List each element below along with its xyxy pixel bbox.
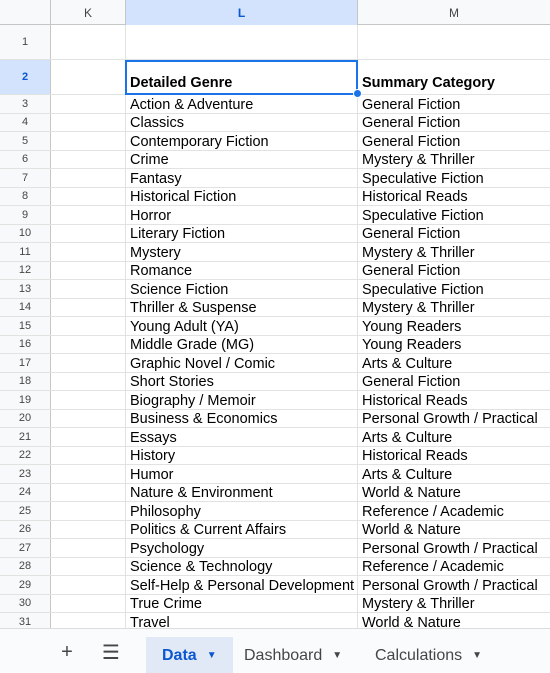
cell-summary-category[interactable]: Young Readers [362,337,462,353]
cell-k[interactable] [51,188,126,206]
cell-summary-category[interactable]: Historical Reads [362,448,468,464]
cell-summary-category[interactable]: Mystery & Thriller [362,152,475,168]
cell-detailed-genre[interactable]: Philosophy [126,502,358,520]
cell-summary-category[interactable]: Mystery & Thriller [362,596,475,612]
row-header[interactable]: 1 [0,25,51,59]
cell-detailed-genre[interactable]: Travel [126,613,358,628]
cell-detailed-genre[interactable]: Romance [126,262,358,280]
row-header[interactable]: 11 [0,243,51,261]
table-row [0,317,550,336]
row-header[interactable]: 24 [0,484,51,502]
cell-summary-category[interactable]: World & Nature [362,614,461,628]
cell-k[interactable] [51,280,126,298]
cell-k[interactable] [51,428,126,446]
table-row [0,132,550,151]
row-header[interactable]: 18 [0,373,51,391]
cell-k[interactable] [51,354,126,372]
cell-summary-category[interactable]: Reference / Academic [362,503,504,520]
table-row [0,502,550,521]
table-row [0,484,550,503]
row-header[interactable]: 5 [0,132,51,150]
cell-k[interactable] [51,151,126,169]
cell-detailed-genre[interactable]: Mystery [126,243,358,261]
row-header[interactable]: 8 [0,188,51,206]
cell-summary-category[interactable]: Mystery & Thriller [362,244,475,261]
table-row [0,243,550,262]
table-row [0,558,550,577]
cell-summary-category[interactable]: Arts & Culture [362,355,453,372]
cell-summary-category[interactable]: General Fiction [362,226,461,242]
cell-k[interactable] [51,484,126,502]
cell-summary-category[interactable]: World & Nature [362,522,461,538]
cell-k[interactable] [51,410,126,428]
cell-detailed-genre[interactable]: Graphic Novel / Comic [126,354,358,372]
row-header[interactable]: 4 [0,114,51,132]
cell-detailed-genre[interactable]: Classics [126,114,358,132]
row-header[interactable]: 21 [0,428,51,446]
cell-summary-category[interactable]: General Fiction [362,263,461,279]
cell-detailed-genre[interactable]: Young Adult (YA) [126,317,358,335]
cell-detailed-genre[interactable]: History [126,447,358,465]
row-header[interactable]: 9 [0,206,51,224]
tab-label: Dashboard [244,646,323,664]
table-row [0,410,550,429]
table-row [0,336,550,355]
row-header[interactable]: 13 [0,280,51,298]
cell-detailed-genre[interactable]: Literary Fiction [126,225,358,243]
row-header[interactable]: 15 [0,317,51,335]
row-header[interactable]: 28 [0,558,51,576]
tab-label: Data [162,646,197,664]
cell-detailed-genre[interactable]: Middle Grade (MG) [126,336,358,354]
cell-summary-category[interactable]: Mystery & Thriller [362,300,475,316]
row-header[interactable]: 27 [0,539,51,557]
cell-k[interactable] [51,225,126,243]
cell-detailed-genre[interactable]: Humor [126,465,358,483]
cell-summary-category[interactable]: General Fiction [362,96,461,113]
cell-summary-category[interactable]: Speculative Fiction [362,170,484,187]
cell-k[interactable] [51,262,126,280]
cell-k[interactable] [51,317,126,335]
cell-detailed-genre[interactable]: Historical Fiction [126,188,358,206]
cell-summary-category[interactable]: Personal Growth / Practical [362,411,538,427]
table-row [0,447,550,466]
tab-data[interactable] [146,637,233,673]
table-row [0,114,550,133]
cell-summary-category[interactable]: World & Nature [362,485,461,501]
cell-k[interactable] [51,169,126,187]
cell-summary-category[interactable]: Young Readers [362,318,462,335]
row-header[interactable]: 7 [0,169,51,187]
cell-k[interactable] [51,60,126,94]
cell-summary-category[interactable]: Personal Growth / Practical [362,577,538,594]
cell-summary-category[interactable]: Reference / Academic [362,559,504,575]
tab-calculations[interactable] [359,637,498,673]
row-header[interactable]: 29 [0,576,51,594]
cell-k[interactable] [51,576,126,594]
cell-detailed-genre[interactable]: Contemporary Fiction [126,132,358,150]
cell-k[interactable] [51,95,126,113]
row-header[interactable]: 30 [0,595,51,613]
cell-detailed-genre[interactable]: Psychology [126,539,358,557]
cell-detailed-genre[interactable]: Politics & Current Affairs [126,521,358,539]
tab-label: Calculations [375,646,463,664]
table-row [0,169,550,188]
cell-summary-category[interactable]: Arts & Culture [362,466,453,483]
table-row [0,151,550,170]
cell-summary-category[interactable]: Speculative Fiction [362,281,484,298]
row-header[interactable]: 3 [0,95,51,113]
table-row [0,521,550,540]
row-header[interactable]: 26 [0,521,51,539]
row-header[interactable]: 16 [0,336,51,354]
cell-detailed-genre[interactable]: Biography / Memoir [126,391,358,409]
cell-summary-category[interactable]: Personal Growth / Practical [362,540,538,557]
cell-detailed-genre[interactable]: Science & Technology [126,558,358,576]
cell-k[interactable] [51,25,126,59]
cell-detailed-genre[interactable]: Horror [126,206,358,224]
table-row [0,354,550,373]
cell-detailed-genre[interactable]: Self-Help & Personal Development [126,576,358,594]
caret-down-icon: ▼ [472,650,483,661]
table-row [0,299,550,318]
cell-summary-category[interactable]: Historical Reads [362,392,468,409]
table-row [0,25,550,60]
cell-detailed-genre[interactable]: Business & Economics [126,410,358,428]
table-row [0,576,550,595]
tab-dashboard[interactable] [228,637,358,673]
cell-summary-category[interactable]: General Fiction [362,115,461,131]
row-header[interactable]: 2 [0,60,51,94]
cell-k[interactable] [51,206,126,224]
cell-detailed-genre[interactable]: Fantasy [126,169,358,187]
cell-k[interactable] [51,558,126,576]
caret-down-icon: ▼ [332,650,343,661]
row-header[interactable]: 22 [0,447,51,465]
cell-k[interactable] [51,447,126,465]
cell-detailed-genre[interactable]: Thriller & Suspense [126,299,358,317]
row-header[interactable]: 14 [0,299,51,317]
table-row [0,539,550,558]
sheet-tab-bar [0,628,550,673]
cell-detailed-genre[interactable]: Crime [126,151,358,169]
column-header-l[interactable]: L [126,0,358,25]
header-cell-summary-category[interactable]: Summary Category [362,75,495,91]
select-all-corner[interactable] [0,0,51,25]
table-row [0,60,550,95]
cell-detailed-genre[interactable]: Science Fiction [126,280,358,298]
table-row [0,465,550,484]
row-header[interactable]: 31 [0,613,51,628]
table-row [0,188,550,207]
row-header[interactable]: 17 [0,354,51,372]
cell-k[interactable] [51,132,126,150]
row-header[interactable]: 12 [0,262,51,280]
caret-down-icon: ▼ [206,650,217,661]
cell-k[interactable] [51,613,126,628]
row-header[interactable]: 25 [0,502,51,520]
cell-summary-category[interactable]: General Fiction [362,374,461,390]
table-row [0,95,550,114]
cell-k[interactable] [51,114,126,132]
table-row [0,595,550,614]
cell-summary-category[interactable] [358,25,550,59]
fill-handle[interactable] [353,89,362,98]
table-row [0,206,550,225]
cell-summary-category[interactable]: Historical Reads [362,189,468,205]
cell-summary-category[interactable]: General Fiction [362,133,461,150]
all-sheets-button[interactable] [96,637,126,667]
row-header[interactable]: 23 [0,465,51,483]
column-header-k[interactable]: K [51,0,126,25]
cell-detailed-genre[interactable]: Action & Adventure [126,95,358,113]
cell-summary-category[interactable]: Arts & Culture [362,429,453,446]
table-row [0,280,550,299]
column-header-row [0,0,550,25]
row-header[interactable]: 19 [0,391,51,409]
cell-k[interactable] [51,465,126,483]
row-header[interactable]: 10 [0,225,51,243]
cell-detailed-genre[interactable]: True Crime [126,595,358,613]
row-header[interactable]: 6 [0,151,51,169]
column-header-m[interactable]: M [449,5,459,20]
cell-k[interactable] [51,502,126,520]
table-row [0,428,550,447]
cell-detailed-genre[interactable]: Short Stories [126,373,358,391]
row-header[interactable]: 20 [0,410,51,428]
cell-k[interactable] [51,299,126,317]
table-row [0,391,550,410]
cell-k[interactable] [51,243,126,261]
cell-detailed-genre[interactable] [126,25,358,59]
table-row [0,613,550,628]
add-sheet-button[interactable] [52,637,82,667]
cell-k[interactable] [51,336,126,354]
header-cell-detailed-genre[interactable]: Detailed Genre [126,60,358,94]
cell-detailed-genre[interactable]: Nature & Environment [126,484,358,502]
cell-k[interactable] [51,373,126,391]
table-row [0,262,550,281]
cell-k[interactable] [51,391,126,409]
table-row [0,373,550,392]
table-row [0,225,550,244]
cell-summary-category[interactable]: Speculative Fiction [362,207,484,224]
cell-detailed-genre[interactable]: Essays [126,428,358,446]
cell-k[interactable] [51,539,126,557]
plus-icon: + [61,640,73,663]
cell-k[interactable] [51,521,126,539]
menu-icon: ☰ [102,641,120,664]
cell-k[interactable] [51,595,126,613]
